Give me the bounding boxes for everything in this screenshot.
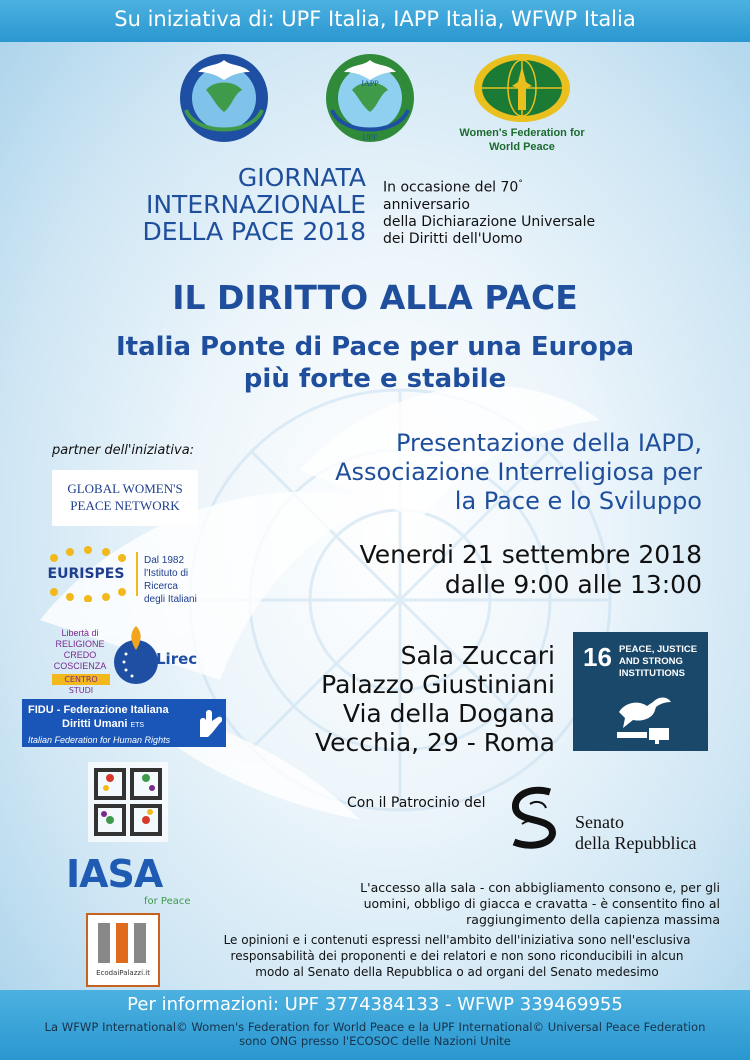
occasion-line3: della Dichiarazione Universale [383,213,596,230]
fine-line2: sono ONG presso l'ECOSOC delle Nazioni Unite [239,1034,511,1048]
ecodai-name: EcodaiPalazzi.it [96,969,150,977]
date-line2: dalle 9:00 alle 13:00 [444,570,702,599]
wfwp-logo [472,52,572,124]
wfwp-caption-line1: Women's Federation for [459,127,585,139]
sdg-line3: INSTITUTIONS [619,668,685,679]
presentation-line3: la Pace e lo Sviluppo [454,487,702,515]
fidu-logo [22,699,226,747]
ecodai-buildings-icon [96,921,150,965]
senate-name [575,812,696,854]
wfwp-caption-line2: World Peace [489,141,555,153]
occasion-text [383,176,643,248]
gwpn-logo [52,470,198,526]
eurispes-logo [38,546,213,605]
iasa-logo [66,852,192,910]
partner-label: partner dell'iniziativa: [52,443,195,458]
main-title: IL DIRITTO ALLA PACE [172,278,578,317]
ecodai-logo [86,913,160,987]
opinions-line1: Le opinioni e i contenuti espressi nell'ambito dell'iniziativa sono nell'esclusiva [223,933,691,947]
access-line1: L'accesso alla sala - con abbigliamento consono e, per gli [360,880,720,895]
event-day-line1: GIORNATA [237,163,366,192]
access-note [300,880,720,928]
senate-emblem-icon [500,784,570,854]
lirec-globe-icon [110,624,162,688]
sdg16-badge [573,632,708,751]
venue-line3: Via della Dogana [342,699,555,728]
wfwp-caption [447,126,597,154]
senate-line1: Senato [575,812,624,832]
occasion-sup: ° [518,179,523,189]
occasion-line2: anniversario [383,196,470,213]
venue-line4: Vecchia, 29 - Roma [315,728,555,757]
access-line3: raggiungimento della capienza massima [466,912,720,927]
access-line2: uomini, obbligo di giacca e cravatta - è consentito fino al [363,896,720,911]
occasion-line4: dei Diritti dell'Uomo [383,230,523,247]
eurispes-name: EURISPES [47,566,125,582]
event-date [260,540,702,600]
iapp-caption: UPF [362,133,378,142]
event-day-line3: DELLA PACE 2018 [142,217,366,246]
iasa-name: IASA [66,852,163,896]
sdg-line1: PEACE, JUSTICE [619,644,698,655]
venue-line1: Sala Zuccari [400,641,555,670]
subtitle-line1: Italia Ponte di Pace per una Europa [115,332,635,362]
subtitle-line2: più forte e stabile [243,364,507,394]
fine-line1: La WFWP International© Women's Federation for World Peace e la UPF International© Universal Peace Federation [44,1020,706,1034]
upf-logo [176,50,272,146]
gwpn-line1: GLOBAL WOMEN'S [67,481,183,496]
sdg-number: 16 [583,642,612,672]
eurispes-desc-line2: l'Istituto di Ricerca [144,568,189,592]
presentation-text [240,429,702,516]
presentation-line2: Associazione Interreligiosa per [335,458,702,486]
dove-gavel-icon [609,688,675,744]
lirec-line4: COSCIENZA [53,661,107,671]
eurispes-desc-line1: Dal 1982 [144,555,185,566]
iapp-arc-text: IAPP [361,79,379,88]
top-banner [0,0,750,42]
lirec-name: Lirec [156,650,198,668]
upf-caption: UPF [216,133,232,142]
lirec-line2: RELIGIONE [55,639,105,649]
opinions-line3: modo al Senato della Repubblica o ad organi del Senato medesimo [255,965,659,979]
event-day-title [100,164,366,245]
fidu-line1: FIDU - Federazione Italiana [28,704,169,716]
fidu-line2: Diritti Umani [62,718,128,730]
fidu-ets: ETS [130,722,145,729]
lirec-line3: CREDO [63,650,97,660]
presentation-line1: Presentazione della IAPD, [395,429,702,457]
event-day-line2: INTERNAZIONALE [145,190,366,219]
initiative-text: Su iniziativa di: UPF Italia, IAPP Italia, WFWP Italia [114,7,636,31]
eurispes-divider [136,552,138,596]
opinions-disclaimer [192,932,722,980]
gwpn-line2: PEACE NETWORK [70,498,180,513]
venue-line2: Palazzo Giustiniani [321,670,555,699]
lirec-logo [52,624,212,695]
iapp-logo [322,50,418,146]
patronage-label: Con il Patrocinio del [347,795,486,811]
contact-info: Per informazioni: UPF 3774384133 - WFWP 339469955 [127,994,623,1015]
sdg-line2: AND STRONG [619,656,683,667]
eurispes-desc-line3: degli Italiani [144,594,197,605]
four-figures-logo [86,760,170,844]
date-line1: Venerdi 21 settembre 2018 [359,540,702,569]
iasa-sub: for Peace [144,896,191,907]
hand-icon [194,707,222,739]
lirec-badge: CENTRO STUDI [52,674,110,685]
bottom-banner [0,990,750,1060]
fidu-line3: Italian Federation for Human Rights [28,735,171,745]
lirec-line1: Libertà di [61,628,99,638]
opinions-line2: responsabilità dei proponenti e dei relatori e non sono riconducibili in alcun [230,949,684,963]
footer-fine-print [20,1020,730,1048]
subtitle [0,331,750,395]
senate-line2: della Repubblica [575,833,697,853]
occasion-line1: In occasione del 70 [383,179,519,196]
venue [250,641,555,757]
